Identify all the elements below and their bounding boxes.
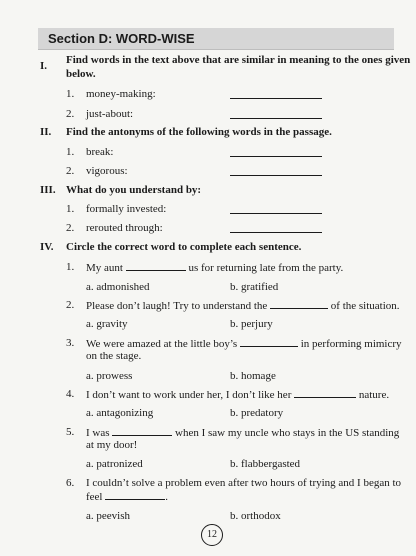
- q3-item1-number: 1.: [66, 203, 75, 215]
- q4-item2-option-b: b. perjury: [230, 318, 273, 330]
- section-title: Section D: WORD-WISE: [38, 28, 394, 50]
- q4-item5-sentence-line2: at my door!: [86, 439, 138, 451]
- q4-item1-option-b: b. gratified: [230, 281, 279, 293]
- q2-item1-number: 1.: [66, 146, 75, 158]
- q3-number: III.: [40, 184, 56, 196]
- q4-item3-sentence: We were amazed at the little boy’s in performing mimicry: [86, 338, 402, 350]
- q3-item1-text: formally invested:: [86, 203, 167, 215]
- q2-item2-number: 2.: [66, 165, 75, 177]
- q4-item3-option-a: a. prowess: [86, 370, 133, 382]
- q4-item1-number: 1.: [66, 261, 75, 273]
- q1-item2-text: just-about:: [86, 108, 134, 120]
- q4-item4-option-a: a. antagonizing: [86, 407, 154, 419]
- q4-item3-number: 3.: [66, 337, 75, 349]
- q2-item1-answer-line: [230, 156, 322, 157]
- q4-item2-option-a: a. gravity: [86, 318, 128, 330]
- q4-text: Circle the correct word to complete each sentence.: [66, 241, 302, 253]
- q1-number: I.: [40, 60, 48, 72]
- q1-text-line2: below.: [66, 68, 96, 80]
- q4-number: IV.: [40, 241, 54, 253]
- q3-item2-answer-line: [230, 232, 322, 233]
- q4-item2-number: 2.: [66, 299, 75, 311]
- q4-item4-sentence: I don’t want to work under her, I don’t like her nature.: [86, 389, 390, 401]
- q3-item2-number: 2.: [66, 222, 75, 234]
- q1-text-line1: Find words in the text above that are similar in meaning to the ones given: [66, 54, 411, 66]
- q4-item1-option-a: a. admonished: [86, 281, 150, 293]
- q3-item2-text: rerouted through:: [86, 222, 163, 234]
- q1-item2-number: 2.: [66, 108, 75, 120]
- q4-item4-number: 4.: [66, 388, 75, 400]
- q4-item3-sentence-line2: on the stage.: [86, 350, 142, 362]
- q2-item1-text: break:: [86, 146, 114, 158]
- q1-item1-answer-line: [230, 98, 322, 99]
- q3-item1-answer-line: [230, 213, 322, 214]
- q2-item2-answer-line: [230, 175, 322, 176]
- q4-item3-option-b: b. homage: [230, 370, 276, 382]
- q4-item6-sentence-line2: feel .: [86, 491, 168, 503]
- q2-item2-text: vigorous:: [86, 165, 128, 177]
- q4-item5-sentence: I was when I saw my uncle who stays in the US standing: [86, 427, 400, 439]
- q4-item5-option-a: a. patronized: [86, 458, 143, 470]
- page-number: 12: [201, 524, 223, 546]
- q4-item5-number: 5.: [66, 426, 75, 438]
- q4-item6-sentence: I couldn’t solve a problem even after two hours of trying and I began to: [86, 477, 402, 489]
- q4-item6-option-b: b. orthodox: [230, 510, 281, 522]
- q4-item5-option-b: b. flabbergasted: [230, 458, 301, 470]
- q4-item4-option-b: b. predatory: [230, 407, 284, 419]
- q1-item1-text: money-making:: [86, 88, 156, 100]
- q1-item1-number: 1.: [66, 88, 75, 100]
- q4-item1-sentence: My aunt us for returning late from the party.: [86, 262, 344, 274]
- q4-item2-sentence: Please don’t laugh! Try to understand the of the situation.: [86, 300, 400, 312]
- q4-item6-option-a: a. peevish: [86, 510, 130, 522]
- q3-text: What do you understand by:: [66, 184, 202, 196]
- q2-text: Find the antonyms of the following words in the passage.: [66, 126, 332, 138]
- q4-item6-number: 6.: [66, 477, 75, 489]
- q2-number: II.: [40, 126, 52, 138]
- q1-item2-answer-line: [230, 118, 322, 119]
